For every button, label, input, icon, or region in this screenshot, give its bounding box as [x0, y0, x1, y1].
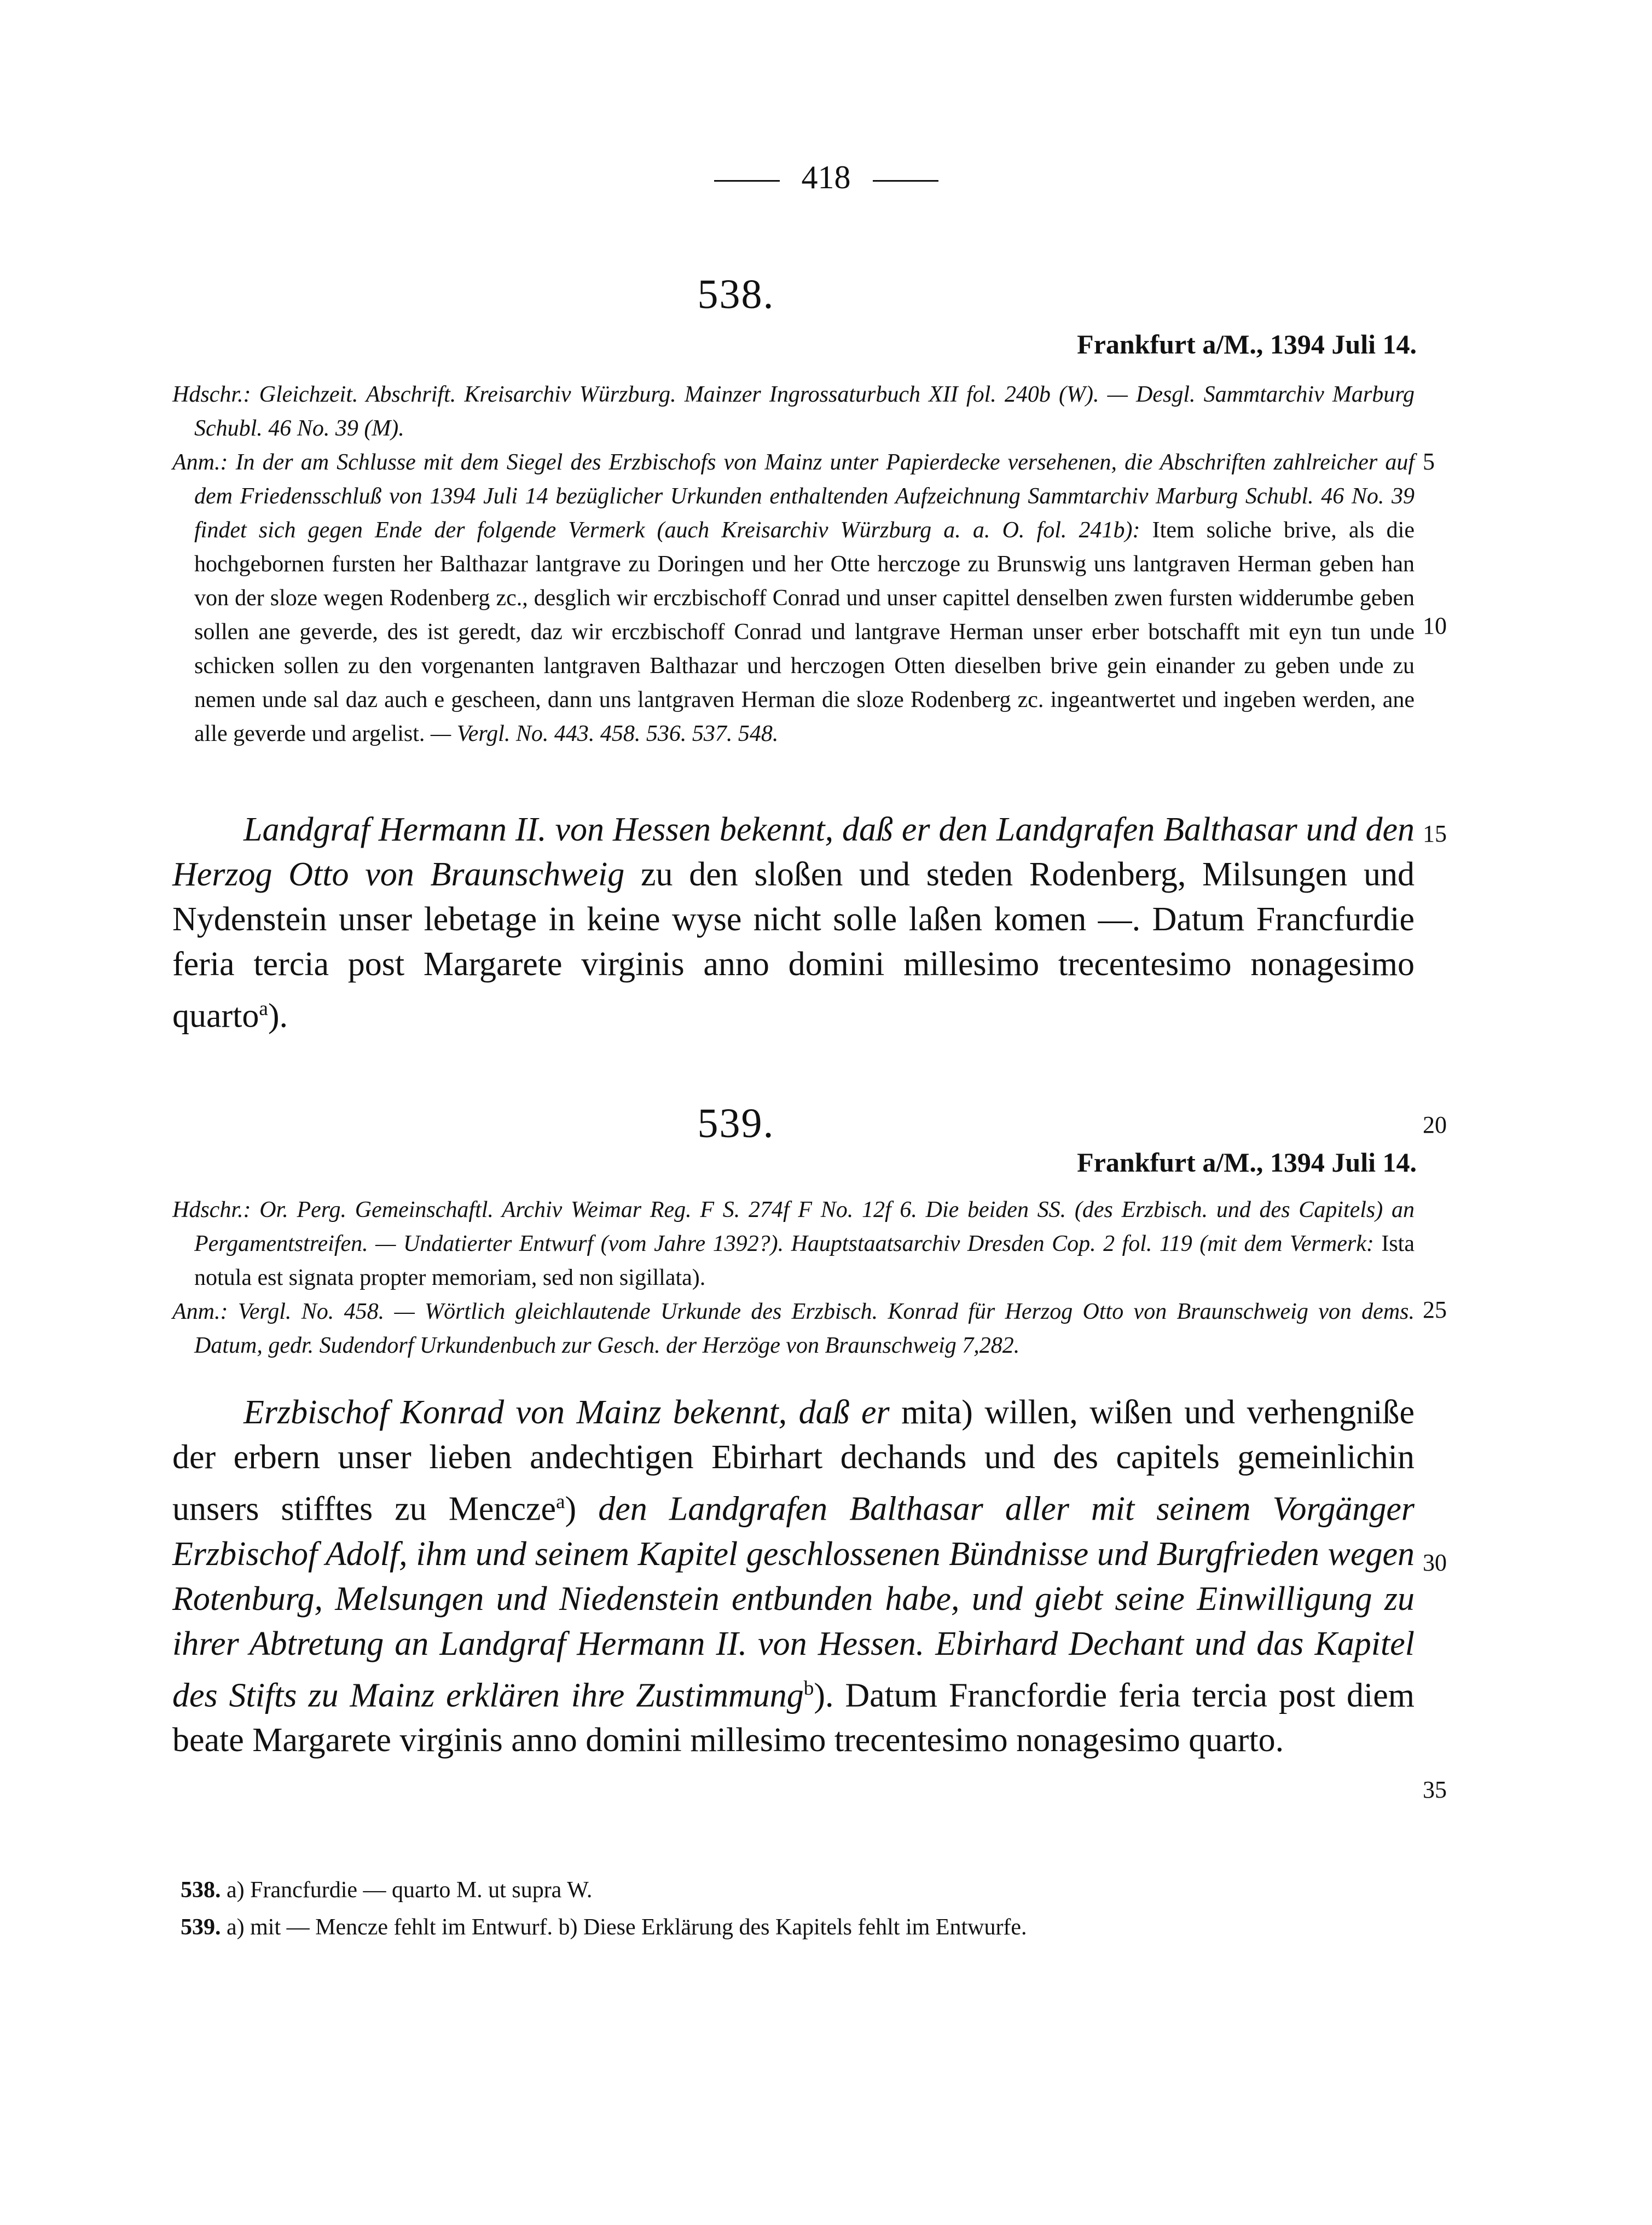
doc-538-hdschr: Hdschr.: Gleichzeit. Abschrift. Kreisarchiv Würzburg. Mainzer Ingrossaturbuch XII fol. 240b (W). — Desgl. Sammtarchiv Marburg Schubl. 46 No. 39 (M). — [172, 382, 1415, 441]
doc-538-apparatus — [172, 378, 1415, 751]
doc-538-anm-text: Item soliche brive, als die hochgebornen fursten her Balthazar lantgrave zu Doringen und her Otte herczoge zu Brunswig uns lantgraven Herman geben han von der sloze wegen Rodenberg zc., desglich wir erczbischoff Conrad und unser capittel denselben zwen fursten widderumbe geben sollen ane geverde, des ist geredt, daz wir erczbischoff Conrad und lantgrave Herman unser erber botschafft mit eyn tun unde schicken sollen zu den vorgenanten lantgraven Balthazar und herczogen Otten dieselben brive gein einander zu geben unde zu nemen unde sal daz auch e gescheen, dann uns lantgraven Herman die sloze Rodenberg zc. ingeantwertet und ingeben werden, ane alle geverde und argelist. — [194, 518, 1415, 746]
line-number-25: 25 — [1423, 1296, 1447, 1323]
doc-539-number: 539. — [697, 1100, 775, 1146]
line-number-15: 15 — [1423, 820, 1447, 847]
footnote-538 — [181, 1871, 1439, 1909]
footnote-539-text: a) mit — Mencze fehlt im Entwurf. b) Diese Erklärung des Kapitels fehlt im Entwurfe. — [227, 1915, 1027, 1940]
footnote-538-label: 538. — [181, 1878, 221, 1903]
footnote-539 — [181, 1909, 1439, 1946]
line-number-20: 20 — [1423, 1111, 1447, 1138]
footnote-539-label: 539. — [181, 1915, 221, 1940]
line-number-30: 30 — [1423, 1549, 1447, 1576]
doc-538-number: 538. — [697, 271, 775, 317]
doc-539-dateline: Frankfurt a/M., 1394 Juli 14. — [1077, 1147, 1417, 1178]
doc-539-anm: Anm.: Vergl. No. 458. — Wörtlich gleichlautende Urkunde des Erzbisch. Konrad für Herzog Otto von Braunschweig von dems. Datum, gedr. Sudendorf Urkundenbuch zur Gesch. der Herzöge von Braunschweig 7,282. — [172, 1299, 1415, 1358]
doc-539-regest-text1: mita) willen, wißen und verhengniße der erbern unser lieben andechtigen Ebirhart dechands und des capitels gemeinlichin unsers stifftes zu Mencze — [172, 1394, 1415, 1528]
doc-539-regest: Erzbischof Konrad von Mainz bekennt, daß er mita) willen, wißen und verhengniße der erbern unser lieben andechtigen Ebirhart dechands und des capitels gemeinlichin unsers stifftes zu Mencze$^a$) den Landgrafen Balthasar aller mit seinem Vorgänger Erzbischof Adolf, ihm und seinem Kapitel geschlossenen Bündnisse und Burgfrieden wegen Rotenburg, Melsungen und Niedenstein entbunden habe, und giebt seine Einwilligung zu ihrer Abtretung an Landgraf Hermann II. von Hessen. Ebirhard Dechant und das Kapitel des Stifts zu Mainz erklären ihre Zustimmung$^b$). Datum Francfordie feria tercia post diem beate Margarete virginis anno domini millesimo trecentesimo nonagesimo quarto. — [172, 1394, 1415, 1759]
doc-538-regest-italic: Landgraf Hermann II. von Hessen bekennt, daß er den Landgrafen Balthasar und den Herzog Otto von Braunschweig — [172, 811, 1415, 893]
doc-538-regest-note: a — [259, 998, 268, 1020]
doc-539-hdschr-text: Ista notula est signata propter memoriam, sed non sigillata). — [194, 1231, 1415, 1290]
doc-539-hdschr — [172, 1193, 1415, 1295]
doc-538-dateline: Frankfurt a/M., 1394 Juli 14. — [1077, 329, 1417, 360]
doc-539-regest-note1: a — [555, 1491, 565, 1513]
line-number-35: 35 — [1423, 1776, 1447, 1803]
doc-538-regest — [172, 807, 1415, 1039]
doc-539-regest-text2: Datum Francfordie feria tercia post diem beate Margarete virginis anno domini millesimo trecentesimo nonagesimo quarto. — [172, 1677, 1415, 1759]
doc-539-regest-italic2: den Landgrafen Balthasar aller mit seinem Vorgänger Erzbischof Adolf, ihm und seinem Kapitel geschlossenen Bündnisse und Burgfrieden wegen Rotenburg, Melsungen und Niedenstein entbunden habe, und giebt seine Einwilligung zu ihrer Abtretung an Landgraf Hermann II. von Hessen. Ebirhard Dechant und das Kapitel des Stifts zu Mainz erklären ihre Zustimmung — [172, 1490, 1415, 1714]
doc-539-apparatus — [172, 1193, 1415, 1363]
page-header — [0, 159, 1652, 196]
page-number: 418 — [801, 159, 851, 195]
header-rule-right — [873, 180, 938, 182]
header-rule-left — [714, 180, 780, 182]
doc-538-anm — [172, 445, 1415, 751]
line-number-10: 10 — [1423, 612, 1447, 639]
footnotes — [181, 1871, 1439, 1946]
doc-538-anm-italic: Anm.: In der am Schlusse mit dem Siegel des Erzbischofs von Mainz unter Papierdecke versehenen, die Abschriften zahlreicher auf dem Friedensschluß von 1394 Juli 14 bezüglicher Urkunden enthaltenden Aufzeichnung Sammtarchiv Marburg Schubl. 46 No. 39 findet sich gegen Ende der folgende Vermerk (auch Kreisarchiv Würzburg a. a. O. fol. 241b): — [172, 450, 1415, 543]
doc-539-hdschr-italic: Hdschr.: Or. Perg. Gemeinschaftl. Archiv Weimar Reg. F S. 274f F No. 12f 6. Die beiden SS. (des Erzbisch. und des Capitels) an Pergamentstreifen. — Undatierter Entwurf (vom Jahre 1392?). Hauptstaatsarchiv Dresden Cop. 2 fol. 119 (mit dem Vermerk: — [172, 1197, 1415, 1256]
doc-539-regest-italic1: Erzbischof Konrad von Mainz bekennt, daß er — [244, 1394, 890, 1431]
doc-538-regest-end: ). — [268, 997, 288, 1035]
doc-538-regest-text: zu den sloßen und steden Rodenberg, Milsungen und Nydenstein unser lebetage in keine wyse nicht solle laßen komen —. Datum Francfurdie feria tercia post Margarete virginis anno domini millesimo trecentesimo nonagesimo quarto — [172, 856, 1415, 1035]
footnote-538-text: a) Francfurdie — quarto M. ut supra W. — [227, 1878, 593, 1903]
line-number-5: 5 — [1423, 448, 1435, 475]
doc-539-regest-note2: b — [803, 1677, 814, 1700]
doc-538-anm-vergl: — Vergl. No. 443. 458. 536. 537. 548. — [430, 721, 779, 746]
